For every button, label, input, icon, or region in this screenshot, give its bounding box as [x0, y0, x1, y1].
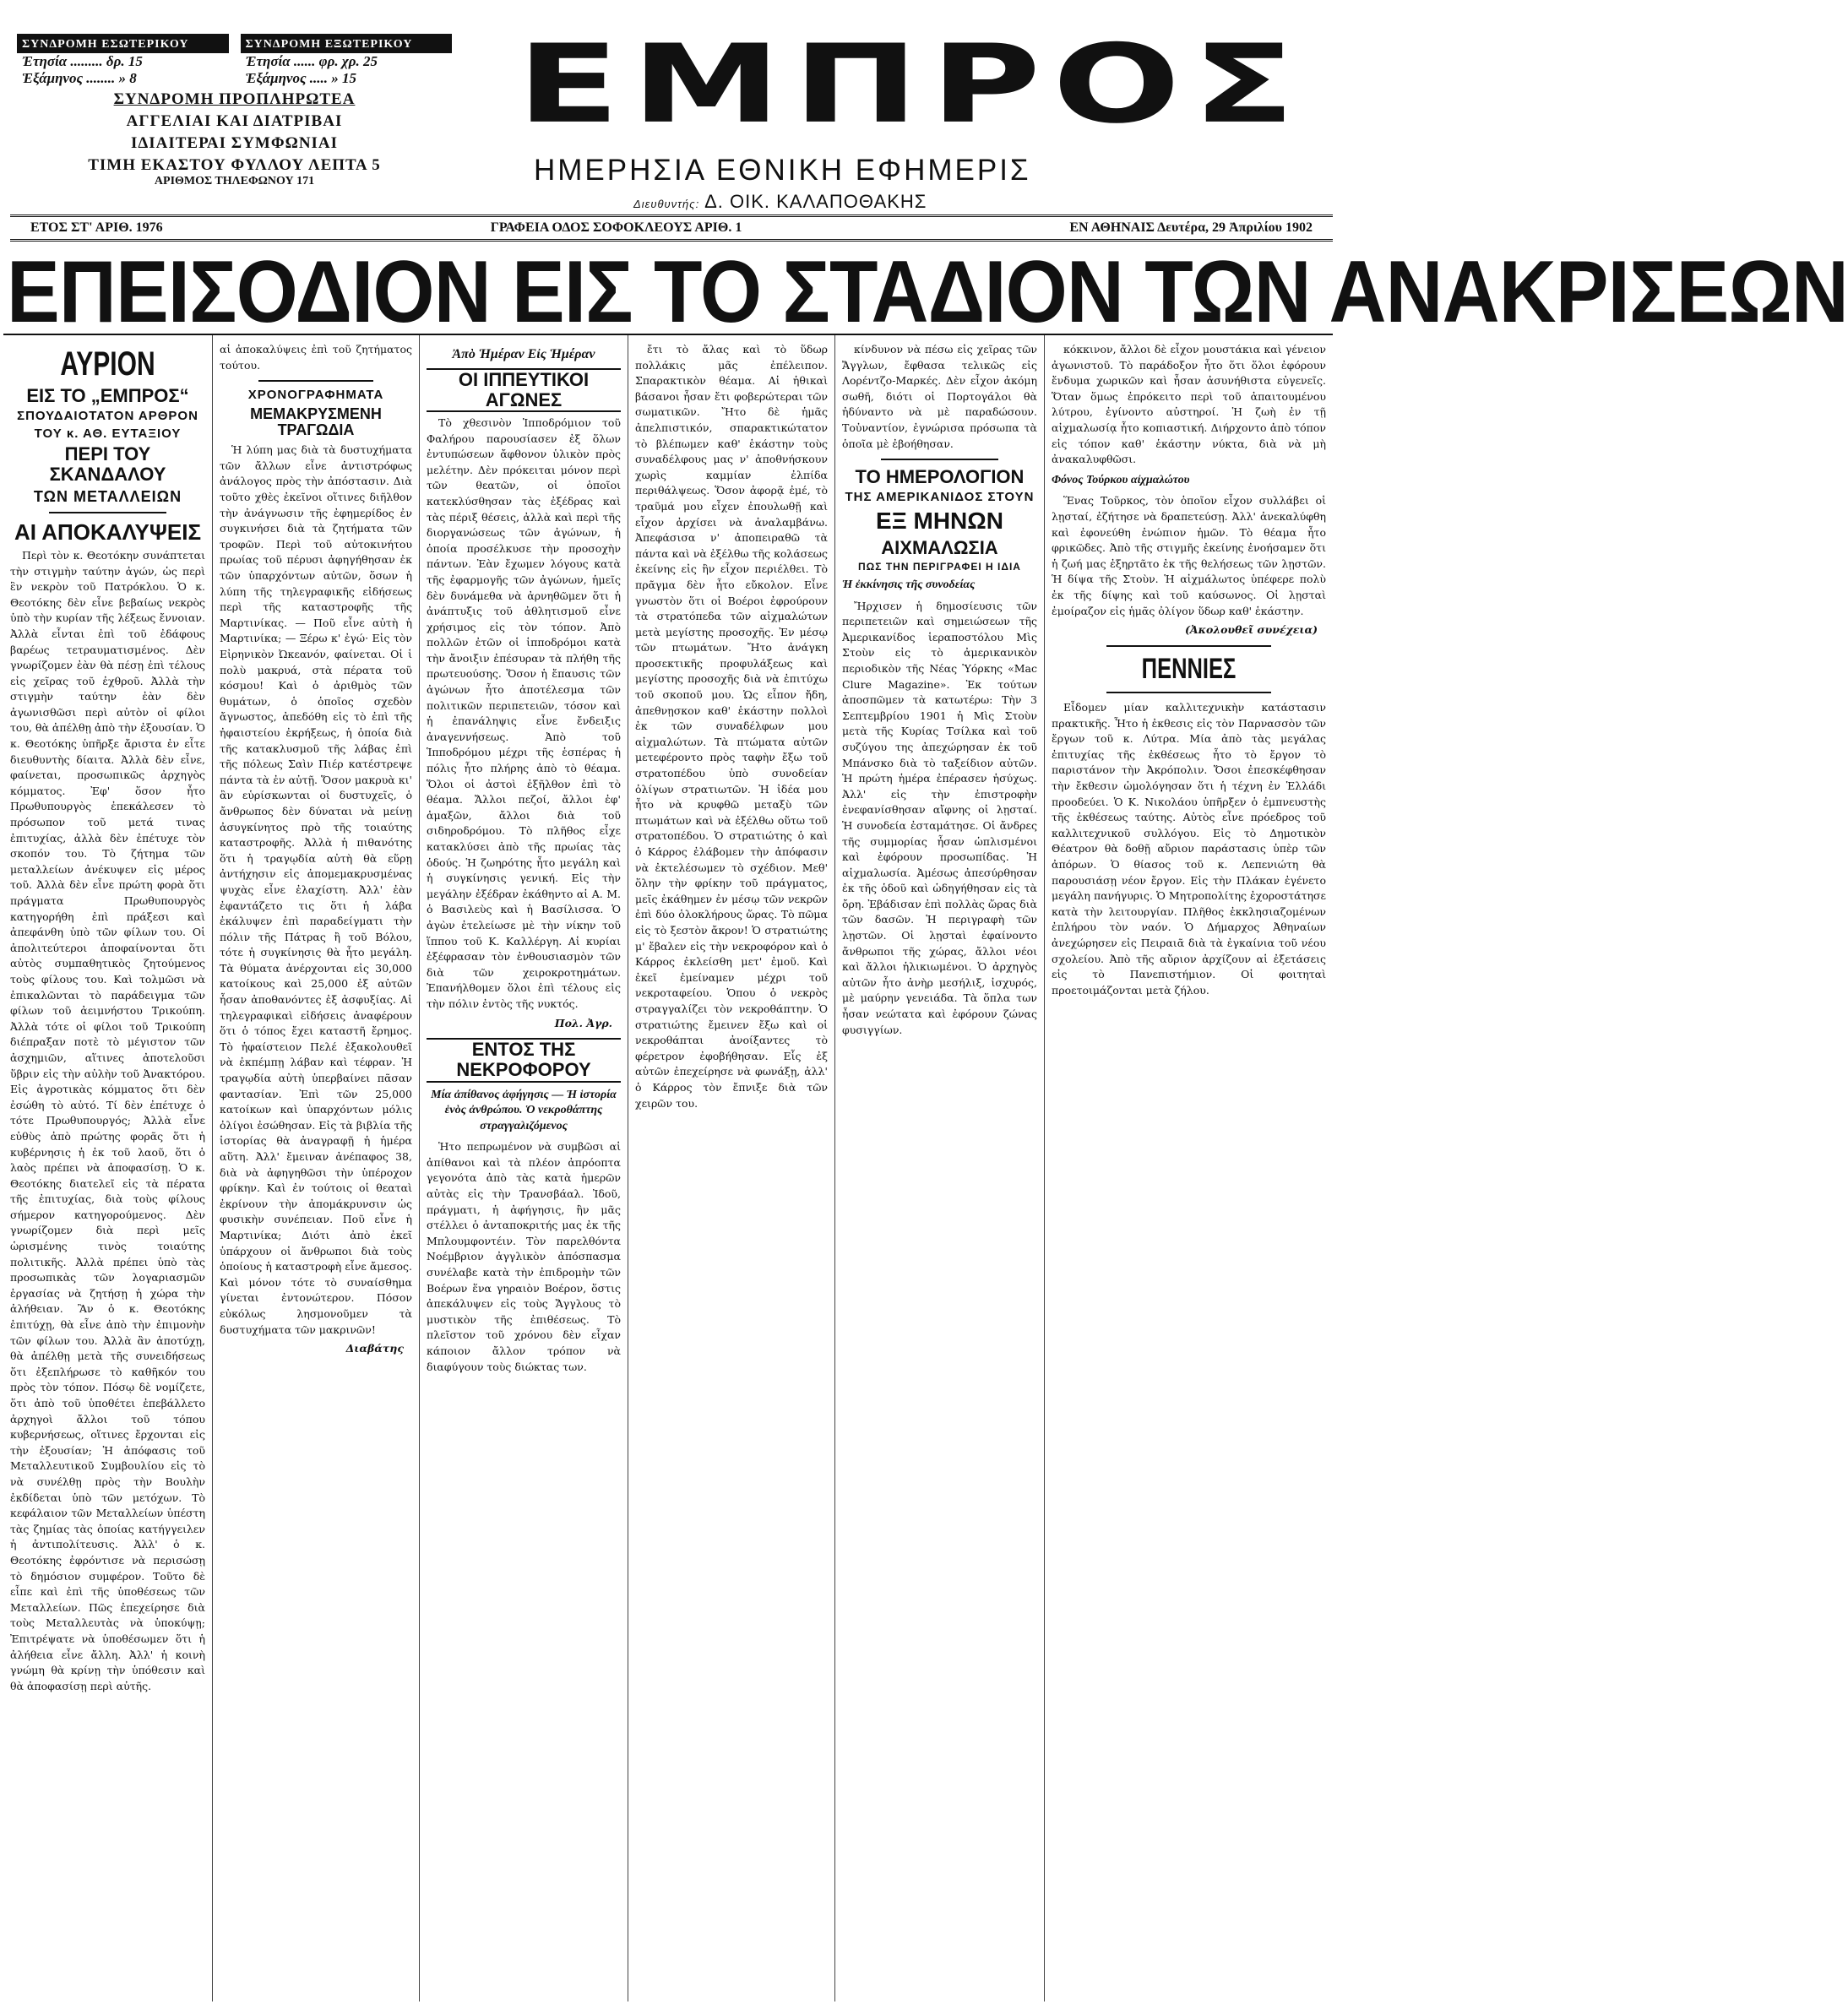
- col3-section-title: Ἀπὸ Ἡμέραν Εἰς Ἡμέραν: [452, 347, 595, 361]
- col2-signature: Διαβάτης: [345, 1342, 404, 1355]
- issue-date: ΕΝ ΑΘΗΝΑΙΣ Δευτέρα, 29 Ἀπριλίου 1902: [1069, 220, 1313, 235]
- foreign-subscription: [241, 34, 453, 87]
- col2-intro: αἱ ἀποκαλύψεις ἐπὶ τοῦ ζητήματος τούτου.: [220, 343, 412, 372]
- col6-continuation: (Ἀκολουθεῖ συνέχεια): [1185, 623, 1318, 637]
- col5-headline-american: ΤΗΣ ΑΜΕΡΙΚΑΝΙΔΟΣ ΣΤΟΥΝ: [845, 490, 1035, 505]
- foreign-semiannual: Ἑξάμηνος ..... » 15: [245, 70, 357, 86]
- divider: [1106, 692, 1271, 693]
- col1-headline-mines: ΤΩΝ ΜΕΤΑΛΛΕΙΩΝ: [33, 487, 182, 505]
- foreign-subscription-header: ΣΥΝΔΡΟΜΗ ΕΞΩΤΕΡΙΚΟΥ: [241, 36, 453, 53]
- col1-headline-author: ΤΟΥ κ. ΑΘ. ΕΥΤΑΞΙΟΥ: [34, 426, 182, 441]
- col5-article-body: Ἤρχισεν ἡ δημοσίευσις τῶν περιπετειῶν καὶ σημειώσεων τῆς Ἀμερικανίδος ἱεραποστόλου Μὶς Στοὺν εἰς τὸ ἀμερικανικὸν περιοδικὸν τῆς Νέας Ὑόρκης «Mac Clure Magazine». Ἐκ τούτων ἀποσπῶμεν τὰ κατωτέρω: Τὴν 3 Σεπτεμβρίου 1901 ἡ Μὶς Στοὺν μετὰ τῆς Κυρίας Τσίλκα καὶ τοῦ συζύγου της ἀπεχώρησαν ἐκ τοῦ Μπάνσκο διὰ τὸ ταξείδιον αὐτῶν. Ἡ πρώτη ἡμέρα ἐπέρασεν ἡσύχως. Ἀλλ' εἰς τὴν ἐπιστροφὴν ἐνεφανίσθησαν αἴφνης οἱ λῃσταί. Ἡ συνοδεία ἐσταμάτησε. Οἱ ἄνδρες τῆς συμμορίας ἦσαν ὡπλισμένοι καὶ ἐφόρουν προσωπίδας. Ἡ αἰχμαλωσία. Ἀμέσως ἀπεσύρθησαν ἐκ τῆς ὁδοῦ καὶ ὡδηγήθησαν εἰς τὰ ὄρη. Ἐβάδισαν ἐπὶ πολλὰς ὥρας διὰ τῶν δασῶν. Ἡ περιγραφὴ τῶν λῃστῶν. Οἱ λῃσταὶ ἐφαίνοντο ἄνθρωποι τῆς χώρας, ἄλλοι νέοι καὶ ἄλλοι ἡλικιωμένοι. Ὁ ἀρχηγὸς αὐτῶν ἦτο ἀνὴρ μεσήλιξ, ἰσχυρός, μὲ μαύρην γενειάδα. Τὰ ὅπλα των ἦσαν νεώτατα καὶ ἐφόρουν ζώνας φυσιγγίων.: [842, 599, 1037, 1036]
- column-6: [1045, 335, 1333, 2001]
- col5-subheading: Ἡ ἐκκίνησις τῆς συνοδείας: [842, 578, 976, 592]
- main-headline: ΕΠΕΙΣΟΔΙΟΝ ΕΙΣ ΤΟ ΣΤΑΔΙΟΝ ΤΩΝ ΑΝΑΚΡΙΣΕΩΝ: [7, 243, 1848, 341]
- col1-headline-emprosto: ΕΙΣ ΤΟ „ΕΜΠΡΟΣ“: [26, 385, 189, 406]
- col6-subheading: Φόνος Τούρκου αἰχμαλώτου: [1052, 473, 1190, 486]
- divider: [49, 512, 166, 513]
- newspaper-logo: ΕΜΠΡΟΣ: [517, 21, 1307, 148]
- col3-subheadline: Μία ἀπίθανος ἀφήγησις — Ἡ ἱστορία ἑνὸς ἀνθρώπου. Ὁ νεκροθάπτης στραγγαλιζόμενος: [431, 1088, 617, 1132]
- office-address: ΓΡΑΦΕΙΑ ΟΔΟΣ ΣΟΦΟΚΛΕΟΥΣ ΑΡΙΘ. 1: [490, 220, 742, 235]
- divider: [258, 380, 374, 382]
- column-3: [420, 335, 628, 2001]
- price-note: ΤΙΜΗ ΕΚΑΣΤΟΥ ΦΥΛΛΟΥ ΛΕΠΤΑ 5: [88, 156, 381, 174]
- col2-section-title: ΧΡΟΝΟΓΡΑΦΗΜΑΤΑ: [247, 388, 384, 403]
- col3-headline: ΟΙ ΙΠΠΕΥΤΙΚΟΙ ΑΓΩΝΕΣ: [427, 368, 621, 412]
- domestic-semiannual: Ἑξάμηνος ........ » 8: [22, 70, 137, 86]
- prepay-note: ΣΥΝΔΡΟΜΗ ΠΡΟΠΛΗΡΩΤΕΑ: [113, 90, 356, 108]
- column-2: [213, 335, 420, 2001]
- col4-article-body: ἔτι τὸ ἄλας καὶ τὸ ὕδωρ πολλάκις μᾶς ἐπέλειπον. Σπαρακτικὸν θέαμα. Αἱ ἡθικαὶ βάσανοι ἦσαν ἔτι φοβερώτεραι τῶν σωματικῶν. Ἤτο δὲ ἡμᾶς ἀπελπιστικόν, σπαρακτικώτατον τὸ βλέπωμεν καθ' ἑκάστην τοὺς συναδέλφους μας ν' ἀποθνήσκουν χωρὶς καμμίαν ἐλπίδα περιθάλψεως. Ὅσον ἀφορᾷ ἐμέ, τὸ τραῦμά μου εἶχεν ἐπουλωθῇ καὶ εἶχον ἀρχίσει νὰ ἀναλαμβάνω. Ἀπεφάσισα ν' ἀποπειραθῶ τὰ πάντα καὶ νὰ ἐξέλθω τῆς κολάσεως ἐκείνης εἰς ἣν εἶχον περιέλθει. Τὸ πρᾶγμα δὲν ἦτο εὔκολον. Εἶνε γνωστὸν ὅτι οἱ Βοέροι ἐφρούρουν τὰ στρατόπεδα τῶν αἰχμαλώτων μετὰ μεγίστης προσοχῆς. Ἐν μέσῳ τῶν πτωμάτων. Ἤτο ἀνάγκη προσεκτικῆς προφυλάξεως καὶ μεγίστης προσοχῆς διὰ νὰ ἐπιτύχω τοῦ σκοποῦ μου. Ὡς εἶπον ἤδη, ἀπεθνῃσκον καθ' ἑκάστην πολλοὶ ἐκ τῶν συναδέλφων μου αἰχμαλώτων. Τὰ πτώματα αὐτῶν μετεφέροντο πρὸς ταφὴν ἔξω τοῦ στρατοπέδου ὑπὸ συνοδείαν ὀλίγων στρατιωτῶν. Ἡ ἰδέα μου ἦτο νὰ κρυφθῶ μεταξὺ τῶν πτωμάτων καὶ νὰ ἐξέλθω οὕτω τοῦ στρατοπέδου. Ὁ στρατιώτης ὁ καὶ ὁ Κάρρος ἐλάβομεν τὴν ἀπόφασιν νὰ ἐκτελέσωμεν τὸ σχέδιον. Μεθ' ὅλην τὴν φρίκην τοῦ πράγματος, μεῖς ἐκάθημεν ἐν μέσῳ τῶν νεκρῶν ἐπὶ δύο ὁλοκλήρους ὥρας. Τὸ πῶμα εἰς τὸ ξεστὸν ἄκρον! Ὁ στρατιώτης μ' ἔβαλεν εἰς τὴν νεκροφόρον καὶ ὁ Κάρρος ἐκλείσθη μετ' ἐμοῦ. Καὶ ἐκεῖ ἐμείναμεν μέχρι τοῦ νεκροταφείου. Ὁπου ὁ νεκρὸς στραγγαλίζει τὸν νεκροθάπτην. Ὁ στρατιώτης ἔμεινεν ἔξω καὶ οἱ νεκροθάπται ἀνοίξαντες τὸ φέρετρον ἐφοβήθησαν. Εἷς ἐξ αὐτῶν ἐπεχείρησε νὰ φωνάξῃ, ἀλλ' ὁ Κάρρος τὸν ἔπνιξε διὰ τῶν χειρῶν του.: [635, 343, 828, 1110]
- col6-article-body-2: Εἶδομεν μίαν καλλιτεχνικὴν κατάστασιν πρακτικῆς. Ἦτο ἡ ἐκθεσις εἰς τὸν Παρνασσὸν τῶν ἔργων τοῦ κ. Λύτρα. Μία ἀπὸ τὰς μεγάλας ἐπιτυχίας τῆς ἐκθέσεως ἦτο τὸ ἔργον τὸ παριστάνον τὴν Ἀκρόπολιν. Ὅσοι ἐπεσκέφθησαν τὴν ἔκθεσιν ὡμολόγησαν ὅτι ἡ τέχνη ἐν Ἑλλάδι προοδεύει. Ὁ Κ. Νικολάου ὑπῆρξεν ὁ ἐμπνευστὴς τῆς ἐκθέσεως ταύτης. Αὐτὸς εἶνε πρόεδρος τοῦ καλλιτεχνικοῦ συλλόγου. Εἰς τὸ Δημοτικὸν Θέατρον θὰ δοθῇ αὔριον παράστασις ὑπὲρ τῶν ἀπόρων. Ὁ θίασος τοῦ κ. Λεπενιώτη θὰ παρουσιάσῃ νέον ἔργον. Εἰς τὴν Πλάκαν ἐγένετο μεγάλη πανήγυρις. Ὁ Μητροπολίτης ἐχοροστάτησε κατὰ τὴν λειτουργίαν. Πλῆθος ἐκκλησιαζομένων ἐπλήρου τὸν ναόν. Ὁ Δήμαρχος Ἀθηναίων ἀνεχώρησεν εἰς Πειραιᾶ διὰ τὰ ἐγκαίνια τοῦ νέου σχολείου. Ἀπὸ τῆς αὔριον ἀρχίζουν αἱ ἐξετάσεις εἰς τὸ Πανεπιστήμιον. Οἱ φοιτηταὶ προετοιμάζονται μετὰ ζήλου.: [1052, 701, 1326, 997]
- col1-headline-scandal: ΠΕΡΙ ΤΟΥ ΣΚΑΝΔΑΛΟΥ: [49, 443, 166, 486]
- col1-headline-revelations: ΑΙ ΑΠΟΚΑΛΥΨΕΙΣ: [14, 519, 202, 546]
- agreements-note: ΙΔΙΑΙΤΕΡΑΙ ΣΥΜΦΩΝΙΑΙ: [130, 134, 339, 152]
- col6-headline-pennies: ΠΕΝΝΙΕΣ: [1141, 652, 1237, 685]
- divider: [881, 459, 998, 460]
- tagline: ΗΜΕΡΗΣΙΑ ΕΘΝΙΚΗ ΕΦΗΜΕΡΙΣ: [534, 154, 1031, 187]
- director-label: Διευθυντής:: [633, 198, 700, 210]
- director-line: [633, 191, 927, 213]
- domestic-annual: Ἐτησία ......... δρ. 15: [22, 53, 143, 69]
- col1-article-body: Περὶ τὸν κ. Θεοτόκην συνάπτεται τὴν στιγμὴν ταύτην ἀγών, ὡς περὶ ἓν νεκρὸν τοῦ Πατρόκλου. Ὁ κ. Θεοτόκης δὲν εἶνε βεβαίως νεκρὸς ὑπὸ τὴν κυρίαν τῆς λέξεως ἔννοιαν. Ἀλλὰ εἶνται ἐπὶ τοῦ ἐδάφους βαρέως τετραυματισμένος. Δὲν γνωρίζομεν ἐὰν θὰ πέσῃ ἐπὶ τέλους εἰς χεῖρας τοῦ ἐχθροῦ. Ἀλλὰ τὴν στιγμὴν ταύτην ἐὰν δὲν ἀγωνισθῶσι περὶ αὐτὸν οἱ φίλοι του, θὰ ἀπέλθῃ ἀπὸ τὴν ἐξουσίαν. Ὁ κ. Θεοτόκης ὑπῆρξε ἄριστα ἐν εἶτε διευθυντὴς δίαιτα. Ἀλλὰ δὲν εἶνε, φαίνεται, προσωπικῶς ἀρχηγὸς κόμματος. Ἐφ' ὅσον ἦτο Πρωθυπουργὸς ἐπεκάλεσεν τὸ πρόσωπον τοῦ μετά τινας ἐπιτυχίας, ἀλλὰ δὲν ἐπέτυχε τὸν σκοπόν του. Τὸ ζήτημα τῶν μεταλλείων ἀνέκυψεν εἰς μέρος τοῦ. Ἀλλὰ δὲν εἶνε πρώτη φορὰ ὅτι πράγματα Πρωθυπουργὸς κατηγορήθη ἐπὶ πράξεσι καὶ ἀπεφάνθη ὑπὸ τῶν φίλων του. Οἱ ἀπολιτεύτεροι ἀποφαίνονται ὅτι αὐτὸς συμπαθητικὸς ζητούμενος τοὺς φίλους του. Καὶ τολμῶσι νὰ ἐπικαλῶνται τὸ παράδειγμα τῶν φίλων τοῦ ἀειμνήστου Τρικούπη. Ἀλλὰ τότε οἱ φίλοι τοῦ Τρικούπη διέπραξαν ποτὲ τὸ μέγιστον τῶν ἀσχημιῶν, αἵτινες ἀποτελοῦσι ὕβριν εἰς τὴν αὐλὴν τοῦ Ἀνακτόρου. Εἰς ἀγροτικὰς κόμματος ὅτι δὲν ἐσώθη τὸ αὐτό. Τί δὲν ἐπέτυχε ὁ τότε Πρωθυπουργός; Ἀλλὰ εἶνε εὐθὺς ἀπὸ πρώτης φορᾶς ὅτι ἡ κυβέρνησις ἡ ἐκ τοῦ λαοῦ, ὅτι ὁ λαὸς πρέπει νὰ ἀποφασίσῃ. Ὁ κ. Θεοτόκης διατελεῖ εἰς τὰ πέρατα τῆς ἐπιτυχίας, διὰ τοὺς φίλους σήμερον κατηγορούμενος. Δὲν γνωρίζομεν διὰ περὶ μεῖς ὡρισμένης τινὸς τοιαύτης πολιτικῆς. Ἀλλὰ πρέπει ὑπὸ τὰς προσωπικὰς τῶν λογαριασμῶν ἐργασίας νὰ ζητήσῃ ἡ χώρα τὴν ἀλήθειαν. Ἂν ὁ κ. Θεοτόκης ἐπιτύχῃ, θὰ εἶνε ἀπὸ τὴν ἐπιμονὴν τῶν φίλων του. Ἀλλὰ ἂν ἀποτύχῃ, θὰ ἀπέλθῃ μετὰ τῆς συνειδήσεως ὅτι ἐξεπλήρωσε τὸ καθῆκόν του πρὸς τὸν τόπον. Πόσῳ δὲ νομίζετε, ὅτι ἀπὸ τοῦ ὑποθέτει ἐπεβάλλετο ἀρχηγοὶ ἄλλοι τοῦ τόπου κυβερνήσεως, οἵτινες ἔρχονται εἰς τὴν ἐξουσίαν; Ἡ ἀπόφασις τοῦ Μεταλλευτικοῦ Συμβουλίου εἰς τὸ νὰ συνέλθῃ πρὸς τὴν Βουλὴν ἐκδίδεται ὑπὸ τῶν μετόχων. Τὸ κεφάλαιον τῶν Μεταλλείων ὑπέστη τὰς ζημίας τὰς ὁποίας κατήγγειλεν ἡ ἀντιπολίτευσις. Ἀλλ' ὁ κ. Θεοτόκης ἐφρόντισε νὰ περισώσῃ τὸ δημόσιον συμφέρον. Τοῦτο δὲ εἶπε καὶ ἐπὶ τῆς ὑποθέσεως τῶν Μεταλλείων. Πῶς ἐπεχείρησε διὰ τοὺς Μεταλλευτὰς νὰ ὑποκύψῃ; Ἐπιτρέψατε νὰ ὑποθέσωμεν ὅτι ἡ ἀλήθεια εἶνε ἄλλη. Ἀλλ' ἡ κοινὴ γνώμη θὰ κρίνῃ τὴν ὑπόθεσιν καὶ θὰ ἀποφασίσῃ περὶ αὐτῆς.: [10, 548, 205, 1692]
- col6-article-intro: κόκκινον, ἄλλοι δὲ εἶχον μουστάκια καὶ γένειον ἀγωνιστοῦ. Τὸ παράδοξον ἦτο ὅτι ὅλοι ἐφόρουν ἔνδυμα χωρικῶν καὶ ἦσαν ἀσυνήθιστα εὐγενεῖς. Ὅταν ὅμως ἐπρόκειτο περὶ τοῦ ἀπαιτουμένου λύτρου, ἐγίνοντο αὐστηροί. Ἡ ζωὴ ἐν τῇ αἰχμαλωσίᾳ ἦτο κοπιαστική. Διήρχοντο ἀπὸ τόπον εἰς τόπον καθ' ἑκάστην νύκτα, διὰ νὰ μὴ ἀνακαλυφθῶσι.: [1052, 343, 1326, 466]
- domestic-subscription: [17, 34, 229, 87]
- phone-note: ΑΡΙΘΜΟΣ ΤΗΛΕΦΩΝΟΥ 171: [154, 175, 315, 187]
- column-4: [628, 335, 835, 2001]
- foreign-annual: Ἐτησία ...... φρ. χρ. 25: [245, 53, 378, 69]
- col1-headline-tomorrow: ΑΥΡΙΟΝ: [60, 345, 155, 383]
- col3-article-body-2: Ἡτο πεπρωμένον νὰ συμβῶσι αἱ ἀπίθανοι καὶ τὰ πλέον ἀπρόοπτα γεγονότα ἀπὸ τὰς κατὰ ἡμερῶν αὐτὰς εἰς τὴν Τρανσβάαλ. Ἰδοῦ, πράγματι, ἡ ἀφήγησις, ἣν μᾶς στέλλει ὁ ἀνταποκριτής μας ἐκ τῆς Μπλουμφοντέιν. Τὸν παρελθόντα Νοέμβριον ἀγγλικὸν ἀπόσπασμα συνέλαβε κατὰ τὴν ἐπιδρομὴν τῶν Βοέρων ἕνα γηραιὸν Βοέρον, ὅστις ἀπεκάλυψεν εἰς τοὺς Ἄγγλους τὸ μυστικὸν τῆς ἐπιθέσεως. Τὸ πλεῖστον τοῦ χρόνου δὲν εἶχαν κάποιον ἄλλον τρόπον νὰ διαφύγουν τοὺς διώκτας των.: [427, 1140, 621, 1373]
- col5-headline-diary: ΤΟ ΗΜΕΡΟΛΟΓΙΟΝ: [855, 466, 1025, 488]
- masthead: [10, 21, 1333, 215]
- issue-number: ΕΤΟΣ ΣΤ' ΑΡΙΘ. 1976: [30, 220, 163, 235]
- director-name: Δ. ΟΙΚ. ΚΑΛΑΠΟΘΑΚΗΣ: [704, 191, 927, 212]
- domestic-subscription-header: ΣΥΝΔΡΟΜΗ ΕΣΩΤΕΡΙΚΟΥ: [17, 36, 229, 53]
- col5-article-intro: κίνδυνον νὰ πέσω εἰς χεῖρας τῶν Ἄγγλων, ἔφθασα τελικῶς εἰς Λορέντζο-Μαρκές. Δὲν εἶχον ἀκόμη σωθῆ, διότι οἱ Πορτογάλοι θὰ ἠδύναντο νὰ μὲ παραδώσουν. Τοὐναντίον, ἐγνώρισα πρόσωπα τὰ ὁποῖα μὲ ἐβοήθησαν.: [842, 343, 1037, 450]
- col6-article-body: Ἕνας Τοῦρκος, τὸν ὁποῖον εἶχον συλλάβει οἱ λῃσταί, ἐζήτησε νὰ δραπετεύσῃ. Ἀλλ' ἀνεκαλύφθη καὶ ἐφονεύθη ἐνώπιον ἡμῶν. Τὸ θέαμα ἦτο φρικῶδες. Ἀπὸ τῆς στιγμῆς ἐκείνης ἐνοήσαμεν ὅτι ἡ ζωή μας ἐξηρτᾶτο ἐκ τῆς θελήσεως τῶν λῃστῶν. Ἡ δίψα τῆς Στοὺν. Ἡ αἰχμάλωτος ὑπέφερε πολὺ ἐκ τῆς δίψης καὶ τοῦ καύσωνος. Οἱ λῃσταὶ ἐμοίραζον εἰς ἡμᾶς ὀλίγον ὕδωρ καθ' ἑκάστην.: [1052, 494, 1326, 617]
- col3-headline-hearse: ΕΝΤΟΣ ΤΗΣ ΝΕΚΡΟΦΟΡΟΥ: [427, 1038, 621, 1082]
- col5-headline-six-months: ΕΞ ΜΗΝΩΝ: [876, 507, 1003, 534]
- col1-headline-article: ΣΠΟΥΔΑΙΟΤΑΤΟΝ ΑΡΘΡΟΝ: [17, 409, 198, 424]
- article-columns: [3, 334, 1333, 2001]
- col2-article-body: Ἡ λύπη μας διὰ τὰ δυστυχήματα τῶν ἄλλων εἶνε ἀντιστρόφως ἀνάλογος πρὸς τὴν ἀπόστασιν. Διὰ τοῦτο χθὲς ἐκεῖνοι οἵτινες διῆλθον τὴν ἀνάγνωσιν τῆς ἐφημερίδος ἐν συγκινήσει διὰ τὰ ζητήματα τῶν τροφῶν. Περὶ τοῦ αὐτοκινήτου πρωίας τοῦ πέρυσι ἀφηγήθησαν ἐκ τῶν ὑπαρχόντων αὐτῶν, ὅσων ἡ λύπη τῆς τηλεγραφικῆς εἰδήσεως περὶ τῆς καταστροφῆς τῆς Μαρτινίκας. — Ποῦ εἶνε αὐτὴ ἡ Μαρτινίκα; — Ξέρω κ' ἐγώ· Εἰς τὸν Εἰρηνικὸν Ὠκεανόν, φαίνεται. Οἱ ἱ πολὺ μακρυά, στὰ πέρατα τοῦ κόσμου! Καὶ ὁ ἀριθμὸς τῶν θυμάτων, ὁ ὁποῖος σχεδὸν ἄγνωστος, ἀπεδόθη εἰς τὸ ἐπὶ τῆς ἠφαιστείου ἐκρήξεως, ἡ ὁποία διὰ τῆς κατακλυσμοῦ τῆς λάβας ἐπὶ τῆς πόλεως Σαὶν Πιέρ κατέστρεψε πάντα τὰ ἐν αὐτῇ. Ὅσον μακρυὰ κι' ἂν εὑρίσκωνται οἱ δυστυχεῖς, ὁ ἄνθρωπος δὲν δύναται νὰ μείνῃ ἀσυγκίνητος πρὸ τῆς τοιαύτης καταστροφῆς. Ἀλλὰ ἡ πιθανότης ὅτι ἡ τραγῳδία αὐτὴ θὰ εὕρῃ ἀντήχησιν εἰς ἀπομεμακρυσμένας ψυχὰς εἶνε ἐλαχίστη. Ἀλλ' ἐὰν ἐφαντάζετο τις ὅτι ἡ λάβα ἐκάλυψεν ἐπὶ παραδείγματι τὴν πόλιν τῆς Πάτρας ἢ τοῦ Βόλου, τότε ἡ συγκίνησις θὰ ἦτο μεγάλη. Τὰ θύματα ἀνέρχονται εἰς 30,000 κατοίκους καὶ 25,000 ἐξ αὐτῶν ἦσαν ἀποθανόντες ἐξ ἀσφυξίας. Αἱ τηλεγραφικαὶ εἰδήσεις ἀναφέρουν ὅτι ὁ τόπος ἔχει καταστῆ ἔρημος. Τὸ ἡφαίστειον Πελέ ἐξακολουθεῖ νὰ ἐκπέμπῃ λάβαν καὶ τέφραν. Ἡ τραγῳδία αὐτὴ ὑπερβαίνει πᾶσαν φαντασίαν. Ἐπὶ τῶν 25,000 κατοίκων καὶ ὑπαρχόντων μόλις ὀλίγοι ἐσώθησαν. Εἰς τὰ βιβλία τῆς ἱστορίας θὰ ἀναγραφῇ ἡ ἡμέρα αὕτη. Ἀλλ' ἔμειναν ἀνέπαφος 38, διὰ νὰ ἀφηγηθῶσι τὴν ὑπέροχον φρίκην. Καὶ ἐν τούτοις οἱ θεαταὶ ἐκρίνουν τὴν ἀπομάκρυνσιν ὡς φυσικὴν συνέπειαν. Ποῦ εἶνε ἡ Μαρτινίκα; Διότι ἀπὸ ἐκεῖ ὑπάρχουν οἱ ἄνθρωποι διὰ τοὺς ὁποίους ἡ καταστροφὴ εἶνε ἄμεσος. Καὶ μόνον τότε τὸ συναίσθημα γίνεται ἐντονώτερον. Πόσον εὐκόλως λησμονοῦμεν τὰ δυστυχήματα τῶν μακρινῶν!: [220, 443, 412, 1336]
- column-1: [3, 335, 213, 2001]
- col5-headline-captivity: ΑΙΧΜΑΛΩΣΙΑ: [881, 536, 998, 558]
- col3-article-body: Τὸ χθεσινὸν Ἱπποδρόμιον τοῦ Φαλήρου παρουσίασεν ἐξ ὅλων ἐντυπώσεων ἄφθονον ὑλικὸν πρὸς μελέτην. Δὲν πρόκειται μόνον περὶ τῶν θεατῶν, οἱ ὁποῖοι κατεκλύσθησαν τὰς ἐξέδρας καὶ τὰς πέριξ θέσεις, ἀλλὰ καὶ περὶ τῆς διοργανώσεως τῶν ἀγώνων, ἡ ὁποία προσέλκυσε τὴν προσοχὴν πάντων. Ἐὰν ἔχωμεν λόγους κατὰ τῆς ἐφαρμογῆς τῶν ἀγώνων, ἡμεῖς δὲν δυνάμεθα νὰ ἀρνηθῶμεν ὅτι ἡ ἀνάπτυξις τοῦ ἀθλητισμοῦ εἶνε χρήσιμος εἰς τὸν τόπον. Ἀπὸ πολλῶν ἐτῶν οἱ ἱπποδρόμοι κατὰ τὴν ἄνοιξιν ἐπέσυραν τὰ πλήθη τῆς πρωτευούσης. Ὅσον ἡ ἔπαυσις τῶν ἀγώνων ἦτο ἀποτέλεσμα τῶν πολιτικῶν περιπετειῶν, τόσον καὶ ἡ ἐπανάληψις εἶνε ἔνδειξις ἀναγεννήσεως. Ἀπὸ τοῦ Ἱπποδρόμου μέχρι τῆς ἑσπέρας ἡ πόλις ἦτο πλήρης ἀπὸ τὸ θέαμα. Ὅλοι οἱ ἀστοὶ ἐξῆλθον ἐπὶ τὸ θέαμα. Ἄλλοι πεζοί, ἄλλοι ἐφ' ἁμαξῶν, ἄλλοι διὰ τοῦ σιδηροδρόμου. Τὸ πλῆθος εἶχε κατακλύσει ἀπὸ τῆς πρωίας τὰς ὁδούς. Ἡ ζωηρότης ἦτο μεγάλη καὶ ἡ συγκίνησις γενική. Εἰς τὴν μεγάλην ἐξέδραν ἐκάθηντο αἱ Α. Μ. ὁ Βασιλεὺς καὶ ἡ Βασίλισσα. Ὁ ἀγὼν ἐτελείωσε μὲ τὴν νίκην τοῦ ἵππου τοῦ Κ. Καλλέργη. Αἱ κυρίαι ἐξέφρασαν τὸν ἐνθουσιασμὸν τῶν διὰ τῶν χειροκροτημάτων. Ἐπανήλθομεν ὅλοι ἐπὶ τέλους εἰς τὴν πόλιν ἐντὸς τῆς νυκτός.: [427, 415, 621, 1010]
- ads-note: ΑΓΓΕΛΙΑΙ ΚΑΙ ΔΙΑΤΡΙΒΑΙ: [126, 112, 343, 130]
- col5-headline-description: ΠΩΣ ΤΗΝ ΠΕΡΙΓΡΑΦΕΙ Η ΙΔΙΑ: [858, 560, 1021, 573]
- info-bar: [10, 215, 1333, 242]
- col2-headline: ΜΕΜΑΚΡΥΣΜΕΝΗ ΤΡΑΓΩΔΙΑ: [250, 405, 382, 439]
- column-5: [835, 335, 1045, 2001]
- col3-signature: Πολ. Ἀγρ.: [554, 1016, 612, 1029]
- subscription-block: [17, 34, 452, 188]
- divider: [1106, 645, 1271, 647]
